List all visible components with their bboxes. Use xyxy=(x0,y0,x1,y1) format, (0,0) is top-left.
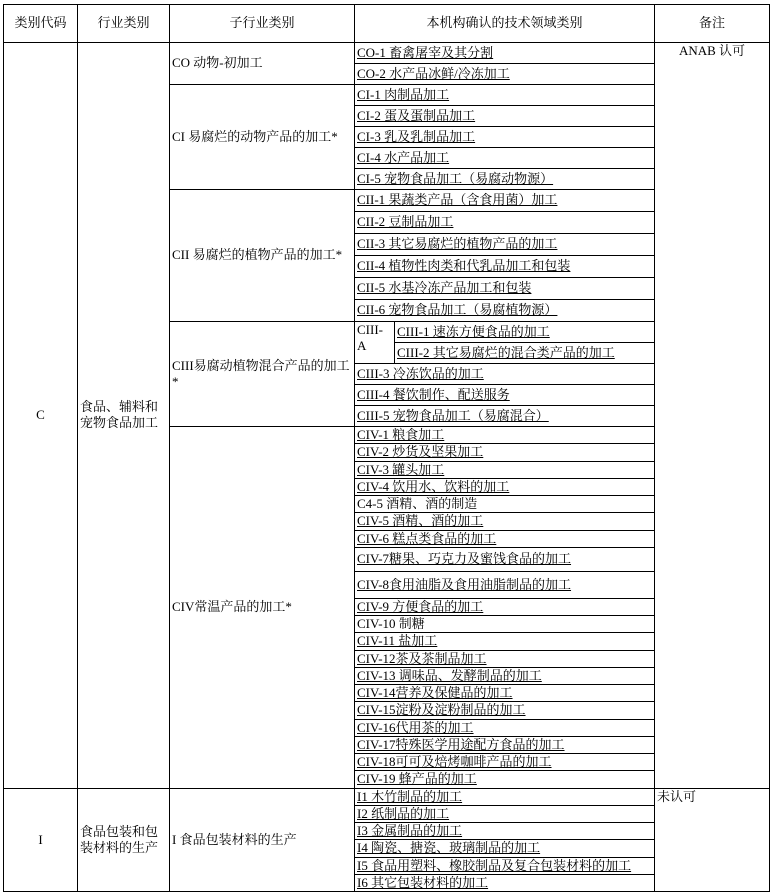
tech-item-cell-text: CIV-1 粮食加工 xyxy=(357,427,445,442)
tech-item-cell-text: CIV-14营养及保健品的加工 xyxy=(357,685,513,700)
sub-industry-cell xyxy=(170,85,355,190)
tech-item-cell xyxy=(355,85,655,106)
sub-industry-cell xyxy=(170,427,355,789)
tech-item-cell-text: CI-5 宠物食品加工（易腐动物源） xyxy=(357,170,554,186)
tech-item-cell-text: I5 食品用塑料、橡胶制品及复合包装材料的加工 xyxy=(357,857,632,873)
tech-item-cell-text: CIV-19 蜂产品的加工 xyxy=(357,771,477,787)
tech-item-cell xyxy=(355,667,655,684)
tech-item-cell xyxy=(355,148,655,169)
tech-item-cell-text: I4 陶瓷、搪瓷、玻璃制品的加工 xyxy=(357,840,541,856)
tech-item-cell-text: CII-3 其它易腐烂的植物产品的加工 xyxy=(357,236,558,252)
tech-item-cell xyxy=(355,364,655,385)
tech-item-cell-text: CI-2 蛋及蛋制品加工 xyxy=(357,107,476,123)
tech-item-cell xyxy=(355,823,655,840)
sub-industry-cell xyxy=(170,322,355,427)
tech-item-cell xyxy=(355,278,655,300)
tech-item-cell xyxy=(355,771,655,788)
tech-item-cell xyxy=(355,788,655,805)
sub-industry-cell-text: CII 易腐烂的植物产品的加工* xyxy=(172,247,343,263)
header-cell-tech-field: 本机构确认的技术领域类别 xyxy=(355,5,655,43)
category-code-cell xyxy=(4,43,78,789)
tech-item-cell-text: CII-1 果蔬类产品（含食用菌）加工 xyxy=(357,192,558,208)
tech-item-cell xyxy=(355,385,655,406)
tech-item-cell xyxy=(355,736,655,753)
tech-item-cell-text: CIII-2 其它易腐烂的混合类产品的加工 xyxy=(397,344,615,360)
tech-item-cell xyxy=(355,598,655,615)
tech-item-cell-text: CII-6 宠物食品加工（易腐植物源） xyxy=(357,302,558,318)
tech-item-cell-text: CIV-8食用油脂及食用油脂制品的加工 xyxy=(357,576,572,592)
tech-item-cell-text: I2 纸制品的加工 xyxy=(357,805,450,821)
header-row xyxy=(4,5,770,43)
tech-item-cell xyxy=(355,427,655,444)
tech-item-cell xyxy=(355,496,655,513)
tech-item-cell-text: CIV-18可可及焙烤咖啡产品的加工 xyxy=(357,754,552,769)
tech-item-cell-text: CO-1 畜禽屠宰及其分割 xyxy=(357,44,494,60)
tech-item-cell xyxy=(355,169,655,190)
sub-industry-cell xyxy=(170,43,355,85)
tech-item-cell xyxy=(355,234,655,256)
tech-item-cell-text: CIV-6 糕点类食品的加工 xyxy=(357,530,497,546)
tech-item-cell xyxy=(355,127,655,148)
tech-item-cell-text: CIII-4 餐饮制作、配送服务 xyxy=(357,386,510,402)
tech-item-cell-text: CII-2 豆制品加工 xyxy=(357,214,454,230)
tech-item-cell xyxy=(355,212,655,234)
tech-item-cell-text: CIV-12茶及茶制品加工 xyxy=(357,650,487,666)
tech-item-cell-text: CIV-2 炒货及坚果加工 xyxy=(357,444,484,460)
category-code-cell-text: C xyxy=(36,407,45,423)
tech-item-cell xyxy=(355,685,655,702)
tech-item-cell xyxy=(355,874,655,891)
tech-item-cell xyxy=(355,702,655,719)
tech-item-cell xyxy=(355,571,655,598)
tech-item-cell xyxy=(355,805,655,822)
tech-item-cell xyxy=(355,530,655,547)
remark-cell-text: 未认可 xyxy=(657,788,697,804)
tech-item-cell-text: I1 木竹制品的加工 xyxy=(357,788,463,804)
tech-item-cell xyxy=(355,256,655,278)
tech-item-cell-text: CIII-3 冷冻饮品的加工 xyxy=(357,365,484,381)
tech-item-cell xyxy=(355,719,655,736)
table-row xyxy=(4,788,770,805)
table-row xyxy=(4,43,770,64)
header-cell-industry-category: 行业类别 xyxy=(78,5,170,43)
sub-industry-cell-text: CIV常温产品的加工* xyxy=(172,599,292,615)
tech-item-cell xyxy=(395,322,655,343)
remark-cell-text: ANAB 认可 xyxy=(678,43,746,58)
tech-item-cell xyxy=(355,513,655,530)
header-cell-sub-industry: 子行业类别 xyxy=(170,5,355,43)
tech-item-cell-text: CIV-10 制糖 xyxy=(357,616,425,631)
tech-item-cell xyxy=(355,106,655,127)
remark-cell xyxy=(655,43,770,789)
tech-group-cell-text: CIII-A xyxy=(357,322,383,354)
tech-item-cell-text: CIV-11 盐加工 xyxy=(357,633,438,649)
tech-item-cell-text: CIV-9 方便食品的加工 xyxy=(357,598,484,614)
tech-item-cell xyxy=(355,650,655,667)
tech-item-cell xyxy=(355,461,655,478)
tech-item-cell-text: CIV-4 饮用水、饮料的加工 xyxy=(357,478,510,494)
tech-item-cell-text: I3 金属制品的加工 xyxy=(357,823,463,838)
tech-item-cell-text: CII-4 植物性肉类和代乳品加工和包装 xyxy=(357,258,571,274)
industry-category-cell xyxy=(78,788,170,892)
tech-item-cell-text: CIV-13 调味品、发酵制品的加工 xyxy=(357,667,542,683)
sub-industry-cell-text: CO 动物-初加工 xyxy=(172,55,263,71)
tech-item-cell xyxy=(355,43,655,64)
tech-item-cell-text: CIV-17特殊医学用途配方食品的加工 xyxy=(357,736,565,752)
header-cell-category-code: 类别代码 xyxy=(4,5,78,43)
tech-item-cell xyxy=(355,444,655,461)
tech-item-cell xyxy=(355,64,655,85)
industry-category-cell-text: 食品、辅料和宠物食品加工 xyxy=(80,399,159,431)
industry-category-cell xyxy=(78,43,170,789)
tech-item-cell xyxy=(355,754,655,771)
tech-item-cell-text: CO-2 水产品冰鲜/冷冻加工 xyxy=(357,65,510,81)
tech-item-cell xyxy=(355,840,655,857)
tech-item-cell-text: I6 其它包装材料的加工 xyxy=(357,874,489,890)
tech-item-cell-text: CIV-7糖果、巧克力及蜜饯食品的加工 xyxy=(357,551,572,567)
tech-item-cell xyxy=(355,190,655,212)
sub-industry-cell-text: CIII易腐动植物混合产品的加工* xyxy=(172,357,350,389)
sub-industry-cell xyxy=(170,788,355,892)
sub-industry-cell-text: I 食品包装材料的生产 xyxy=(172,831,297,847)
tech-item-cell-text: CIII-1 速冻方便食品的加工 xyxy=(397,323,550,339)
tech-item-cell xyxy=(355,633,655,650)
tech-item-cell-text: CI-4 水产品加工 xyxy=(357,149,450,165)
tech-item-cell xyxy=(355,478,655,495)
tech-item-cell-text: CII-5 水基冷冻产品加工和包装 xyxy=(357,280,532,296)
remark-cell xyxy=(655,788,770,892)
tech-item-cell-text: CIV-5 酒精、酒的加工 xyxy=(357,513,484,529)
tech-item-cell-text: CIV-3 罐头加工 xyxy=(357,461,445,477)
category-code-cell-text: I xyxy=(38,831,43,847)
tech-item-cell xyxy=(355,406,655,427)
tech-item-cell-text: CI-3 乳及乳制品加工 xyxy=(357,128,476,144)
tech-item-cell xyxy=(395,343,655,364)
header-cell-remark: 备注 xyxy=(655,5,770,43)
industry-category-cell-text: 食品包装和包装材料的生产 xyxy=(80,823,159,855)
classification-table xyxy=(3,4,770,892)
tech-item-cell xyxy=(355,857,655,874)
tech-item-cell-text: CIII-5 宠物食品加工（易腐混合） xyxy=(357,407,549,423)
tech-item-cell xyxy=(355,616,655,633)
sub-industry-cell-text: CI 易腐烂的动物产品的加工* xyxy=(172,128,338,144)
tech-item-cell xyxy=(355,547,655,571)
sub-industry-cell xyxy=(170,190,355,322)
category-code-cell xyxy=(4,788,78,892)
tech-group-cell xyxy=(355,322,395,364)
tech-item-cell-text: CI-1 肉制品加工 xyxy=(357,86,450,102)
tech-item-cell xyxy=(355,300,655,322)
tech-item-cell-text: CIV-15淀粉及淀粉制品的加工 xyxy=(357,702,526,718)
tech-item-cell-text: CIV-16代用茶的加工 xyxy=(357,719,474,735)
tech-item-cell-text: C4-5 酒精、酒的制造 xyxy=(357,496,478,511)
